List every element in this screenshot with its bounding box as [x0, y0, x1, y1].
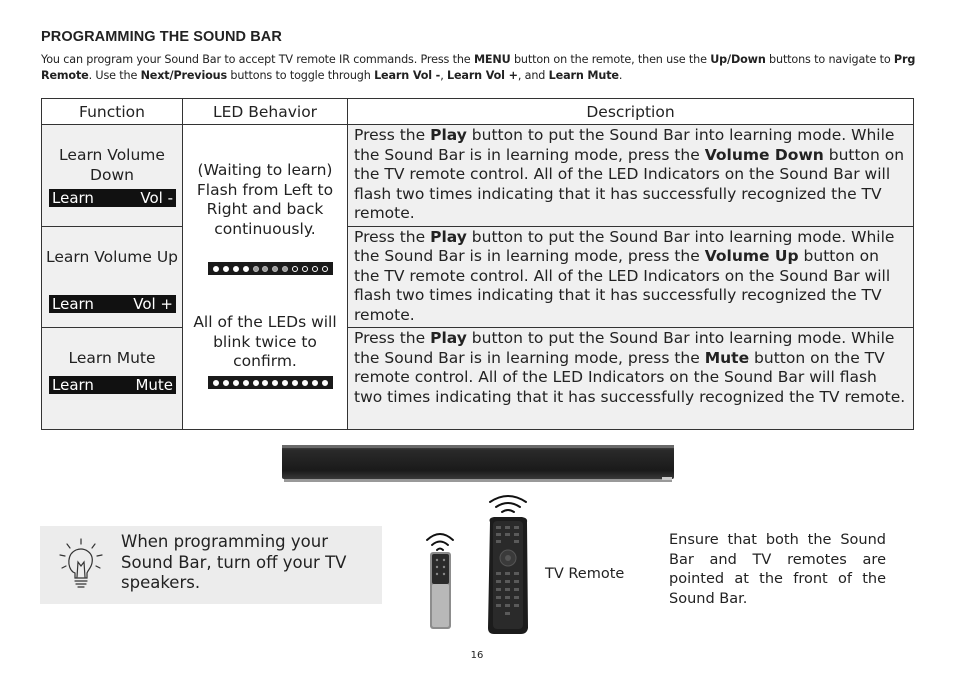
- led-dot: [233, 266, 239, 272]
- led-dot: [253, 266, 259, 272]
- led-dot: [302, 380, 308, 386]
- function-cell: [42, 328, 183, 430]
- display-panel: [49, 376, 176, 394]
- function-cell: [42, 125, 183, 227]
- page-title: PROGRAMMING THE SOUND BAR: [41, 29, 282, 45]
- led-dot: [223, 266, 229, 272]
- header-description: Description: [348, 99, 914, 125]
- led-dot: [223, 380, 229, 386]
- led-indicator-all-on: [208, 376, 333, 389]
- led-dot: [272, 380, 278, 386]
- led-dot: [243, 266, 249, 272]
- led-dot: [233, 380, 239, 386]
- led-dot: [272, 266, 278, 272]
- description-cell: Press the Play button to put the Sound Bar into learning mode. While the Sound Bar is in learning mode, press the Volume Up button on the TV remote control. All of the LED Indicators on the Sound Bar will flash two times indicating that it has successfully recognized the TV remote.: [348, 226, 914, 328]
- description-cell: Press the Play button to put the Sound Bar into learning mode. While the Sound Bar is in learning mode, press the Mute button on the TV remote control. All of the LED Indicators on the Sound Bar will flash two times indicating that it has successfully recognized the TV remote.: [348, 328, 914, 430]
- led-dot: [282, 380, 288, 386]
- led-dot: [302, 266, 308, 272]
- tv-remote-image: [418, 488, 538, 636]
- page-number: 16: [470, 650, 484, 661]
- lightbulb-icon: [58, 538, 104, 592]
- led-dot: [292, 380, 298, 386]
- panel-left-text: Learn: [52, 376, 94, 394]
- function-cell: [42, 226, 183, 328]
- tv-remote-label: TV Remote: [545, 566, 625, 582]
- sound-bar-image: [282, 443, 674, 483]
- header-led-behavior: LED Behavior: [183, 99, 348, 125]
- led-dot: [243, 380, 249, 386]
- led-dot: [322, 266, 328, 272]
- header-function: Function: [42, 99, 183, 125]
- table-row: [42, 125, 914, 227]
- led-dot: [312, 380, 318, 386]
- led-behavior-confirm: All of the LEDs will blink twice to confirm.: [193, 313, 337, 370]
- tip-box: [40, 526, 382, 604]
- led-indicator-chase: [208, 262, 333, 275]
- panel-right-text: Vol +: [133, 294, 173, 313]
- learning-table: [41, 98, 914, 430]
- panel-right-text: Vol -: [140, 189, 173, 207]
- panel-right-text: Mute: [135, 376, 173, 394]
- led-dot: [292, 266, 298, 272]
- led-dot: [213, 266, 219, 272]
- led-behavior-waiting: (Waiting to learn) Flash from Left to Right and back continuously.: [196, 161, 334, 238]
- led-dot: [322, 380, 328, 386]
- led-dot: [253, 380, 259, 386]
- function-label: Learn Volume Down: [59, 146, 165, 184]
- table-row: [42, 226, 914, 328]
- function-label: Learn Volume Up: [46, 247, 179, 266]
- function-label: Learn Mute: [68, 349, 156, 367]
- led-dot: [262, 266, 268, 272]
- table-row: [42, 328, 914, 430]
- display-panel: [49, 295, 176, 313]
- panel-left-text: Learn: [52, 294, 94, 313]
- display-panel: [49, 189, 176, 207]
- ensure-note: Ensure that both the Sound Bar and TV remotes are pointed at the front of the Sound Bar.: [669, 532, 886, 607]
- led-dot: [312, 266, 318, 272]
- panel-left-text: Learn: [52, 189, 94, 207]
- tip-text: When programming your Sound Bar, turn off your TV speakers.: [121, 532, 347, 592]
- led-dot: [262, 380, 268, 386]
- table-header-row: [42, 99, 914, 125]
- description-cell: Press the Play button to put the Sound Bar into learning mode. While the Sound Bar is in learning mode, press the Volume Down button on the TV remote control. All of the LED Indicators on the Sound Bar will flash two times indicating that it has successfully recognized the TV remote.: [348, 125, 914, 227]
- led-dot: [282, 266, 288, 272]
- led-dot: [213, 380, 219, 386]
- intro-paragraph: You can program your Sound Bar to accept TV remote IR commands. Press the MENU button on the remote, then use the Up/Down buttons to navigate to Prg Remote. Use the Next/Previous buttons to toggle through Learn Vol -, Learn Vol +, and Learn Mute.: [41, 53, 916, 82]
- led-behavior-cell: [183, 125, 348, 430]
